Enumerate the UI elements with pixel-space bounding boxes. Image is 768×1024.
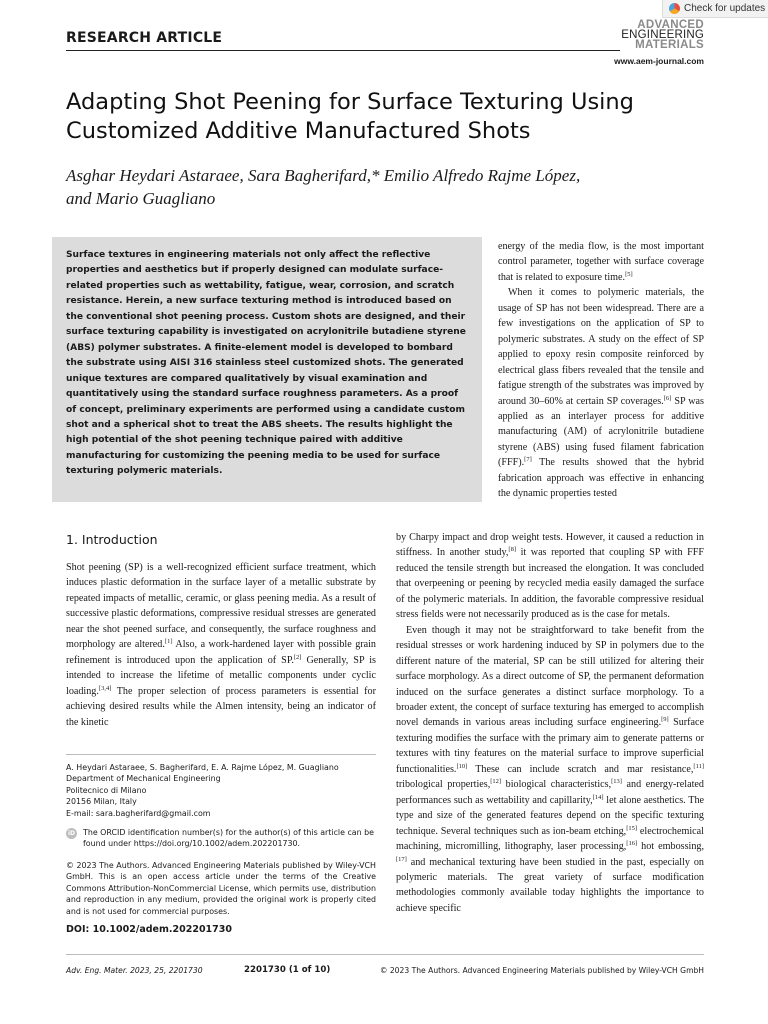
footer-journal-citation: Adv. Eng. Mater. 2023, 25, 2201730: [66, 966, 203, 975]
authors-line-2: and Mario Guagliano: [66, 189, 216, 208]
text-run: hot embossing,: [637, 841, 704, 853]
logo-line-3: MATERIALS: [635, 39, 704, 51]
citation-ref[interactable]: [9]: [661, 716, 669, 724]
text-run: let alone aesthetics. The type and size of the generated features depend on the specific texturing technique. Several techniques such as ion-beam etching,: [396, 794, 704, 837]
footnote-divider: [66, 754, 376, 755]
header-divider: [66, 50, 620, 51]
citation-ref[interactable]: [6]: [663, 394, 672, 402]
intro-paragraph: [66, 560, 376, 730]
text-run: Also, a work-hardened layer with possible grain refinement is introduced upon the application of SP.: [66, 639, 376, 666]
affiliation-institution: Politecnico di Milano: [66, 785, 147, 795]
right-paragraph-2: [498, 285, 704, 501]
citation-ref[interactable]: [14]: [592, 793, 604, 801]
citation-ref[interactable]: [17]: [396, 855, 407, 863]
text-run: energy of the media flow, is the most important control parameter, together with surface coverage that is related to exposure time.: [498, 241, 704, 283]
citation-ref[interactable]: [7]: [524, 456, 532, 464]
right-column-bottom: [396, 530, 704, 916]
author-list: [66, 164, 686, 210]
section-label: RESEARCH ARTICLE: [66, 30, 223, 46]
text-run: tribological properties,: [396, 779, 491, 791]
right-paragraph-3: [396, 530, 704, 623]
journal-url-link[interactable]: www.aem-journal.com: [614, 56, 704, 66]
citation-ref[interactable]: [8]: [508, 546, 516, 554]
citation-ref[interactable]: [5]: [625, 270, 633, 278]
text-run: Surface texturing modifies the surface with the primary aim to generate patterns or textures with tiny features on the material surface to improve superficial functionalities.: [396, 717, 704, 775]
text-run: When it comes to polymeric materials, the usage of SP has not been widespread. There are a few investigations on the application of SP to polymeric substrates. A study on the effect of SP applied to epoxy resin composite reinforced by electrical glass fibers revealed that the tensile and fatigue strength of the substrates was improved by around 30–60% at certain SP coverages.: [498, 287, 704, 407]
right-paragraph-4: [396, 623, 704, 917]
doi-link[interactable]: DOI: 10.1002/adem.202201730: [66, 924, 232, 935]
affiliation-department: Department of Mechanical Engineering: [66, 774, 221, 784]
journal-logo: [608, 20, 704, 50]
check-for-updates-button[interactable]: [662, 0, 768, 18]
footer-copyright: © 2023 The Authors. Advanced Engineering Materials published by Wiley-VCH GmbH: [379, 966, 704, 975]
author-affiliation: [66, 762, 376, 819]
logo-line-1: ADVANCED: [637, 19, 704, 31]
citation-ref[interactable]: [10]: [456, 762, 468, 770]
text-run: Even though it may not be straightforward to take benefit from the residual stresses or work hardening induced by SP in polymers due to the different nature of the material, SP can be still utilized for altering their surface morphology. As a direct outcome of SP, the permanent deformation induced on the surface generates a distinct surface morphology. To a broader extent, the concept of surface texturing has emerged to accomplish novel demands in various areas including surface engineering.: [396, 624, 704, 729]
text-run: biological characteristics,: [501, 779, 612, 791]
text-run: electrochemical machining, micromilling, lithography, laser processing,: [396, 825, 704, 853]
right-paragraph-1: [498, 239, 704, 285]
citation-ref[interactable]: [16]: [626, 840, 638, 848]
text-run: and energy-related performances such as wettability and capillarity,: [396, 779, 704, 806]
orcid-icon: iD: [66, 828, 77, 839]
affiliation-email[interactable]: E-mail: sara.bagherifard@gmail.com: [66, 808, 211, 818]
section-heading: 1. Introduction: [66, 532, 158, 547]
citation-ref[interactable]: [2]: [293, 653, 302, 661]
footer-divider: [66, 954, 704, 955]
text-run: These can include scratch and mar resistance,: [467, 763, 694, 775]
orcid-text: The ORCID identification number(s) for the author(s) of this article can be found under https://doi.org/10.1002/adem.202201730.: [83, 828, 375, 849]
text-run: The proper selection of process parameters is essential for achieving desired results while the Almen intensity, being an indicator of the kinetic: [66, 685, 376, 728]
license-note: © 2023 The Authors. Advanced Engineering Materials published by Wiley-VCH GmbH. This is an open access article under the terms of the Creative Commons Attribution-NonCommercial License, which permits use, distribution and reproduction in any medium, provided the original work is properly cited and is not used for commercial purposes.: [66, 861, 376, 916]
text-run: by Charpy impact and drop weight tests. However, it caused a reduction in stiffness. In another study,: [396, 532, 704, 559]
text-run: it was reported that coupling SP with FFF reduced the tensile strength but increased the elongation. It was concluded that overpeening or peening by recycled media easily damaged the surface of the polymeric materials. In addition, the favorable compressive residual stress fields were not necessarily produced as is the case for metals.: [396, 547, 705, 621]
article-title: Adapting Shot Peening for Surface Texturing Using Customized Additive Manufactured Shots: [66, 89, 634, 144]
footer-page-number: 2201730 (1 of 10): [244, 965, 331, 975]
text-run: and mechanical texturing have been studied in the past, especially on polymeric materials. The great variety of surface modification methodologies commonly available today highlights the importance to achieve specific: [396, 856, 704, 914]
text-run: Generally, SP is intended to increase the lifetime of metallic components under cyclic loading.: [66, 654, 376, 697]
text-run: Shot peening (SP) is a well-recognized efficient surface treatment, which induces plastic deformation in the surface layer of a metallic substrate by repeated impacts of metallic, ceramic, or glass peening media. As a result of successive plastic deformations, compressive residual stresses are generated near the shot peened surface, and consequently, the surface roughness and morphology are altered.: [66, 562, 376, 651]
affiliation-address: 20156 Milan, Italy: [66, 797, 137, 807]
crossmark-icon: [669, 3, 680, 14]
check-for-updates-label: Check for updates: [684, 3, 766, 14]
orcid-note: [66, 827, 376, 850]
citation-ref[interactable]: [3,4]: [98, 684, 112, 692]
right-column-top: [498, 239, 704, 502]
abstract-text: Surface textures in engineering materials not only affect the reflective properties and aesthetics but if properly designed can modulate surface-related properties such as wettability, fatigue, wear, corrosion, and scratch resistance. Herein, a new surface texturing method is introduced based on the conventional shot peening process. Custom shots are designed, and their surface texturing capability is investigated on acrylonitrile butadiene styrene (ABS) polymer substrates. A finite-element model is developed to bombard the substrate using AISI 316 stainless steel customized shots. The generated unique textures are compared qualitatively by visual examination and quantitatively using the standard surface roughness parameters. As a proof of concept, preliminary experiments are performed using a candidate custom shot and a spherical shot to treat the ABS sheets. The results highlight the high potential of the shot peening technique paired with additive manufacturing for customizing the peening media to be used for surface texturing polymeric materials.: [66, 250, 466, 477]
citation-ref[interactable]: [15]: [626, 824, 638, 832]
affiliation-authors: A. Heydari Astaraee, S. Bagherifard, E. A. Rajme López, M. Guagliano: [66, 763, 339, 772]
authors-line-1: Asghar Heydari Astaraee, Sara Bagherifard,* Emilio Alfredo Rajme López,: [66, 166, 581, 185]
intro-body: [66, 560, 376, 730]
citation-ref[interactable]: [13]: [611, 778, 622, 786]
citation-ref[interactable]: [12]: [490, 778, 502, 786]
text-run: The results showed that the hybrid fabrication approach was effective in enhancing the dynamic properties tested: [498, 457, 704, 500]
citation-ref[interactable]: [11]: [693, 762, 704, 770]
logo-line-2: ENGINEERING: [621, 29, 704, 41]
text-run: SP was applied as an interlayer process for additive manufacturing (AM) of acrylonitrile butadiene styrene (ABS) using fused filament fabrication (FFF).: [498, 395, 704, 469]
citation-ref[interactable]: [1]: [164, 638, 173, 646]
